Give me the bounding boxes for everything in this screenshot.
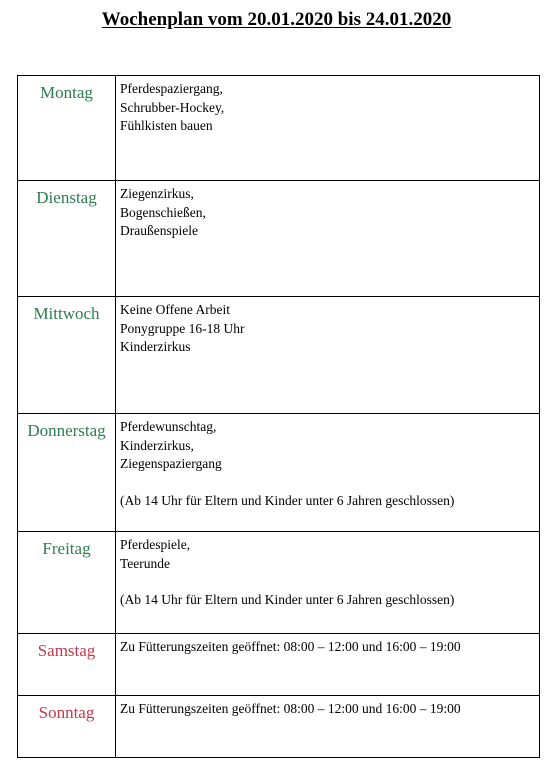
day-label-cell [18,634,116,696]
day-label-cell [18,76,116,181]
opening-hours-line: Zu Fütterungszeiten geöffnet: 08:00 – 12:00 und 16:00 – 19:00 [120,639,461,654]
activity-line: Teerunde [120,555,171,571]
day-name: Dienstag [36,188,97,207]
activities-cell [116,696,540,758]
day-name: Donnerstag [27,421,106,440]
activities-cell [116,181,540,297]
activity-line: Pferdewunschtag, [120,419,217,434]
activities-cell [116,532,540,634]
page-title: Wochenplan vom 20.01.2020 bis 24.01.2020 [101,9,452,30]
activity-line: Schrubber-Hockey, [120,99,225,115]
day-name: Mittwoch [33,304,100,323]
activities-cell [116,414,540,532]
activity-line: Fühlkisten bauen [120,118,213,133]
day-label-cell [18,297,116,414]
day-name: Montag [40,83,93,102]
activity-line: Ziegenspaziergang [120,456,222,471]
day-label-cell [18,696,116,758]
activity-line: Kinderzirkus, [120,437,194,453]
closing-note: (Ab 14 Uhr für Eltern und Kinder unter 6 Jahren geschlossen) [120,492,455,508]
activity-line: Pferdespaziergang, [120,81,223,96]
activities-cell [116,76,540,181]
schedule-row-friday [18,532,540,634]
activity-line: Ponygruppe 16-18 Uhr [120,320,245,336]
day-label-cell [18,181,116,297]
day-name: Samstag [37,641,96,660]
closing-note: (Ab 14 Uhr für Eltern und Kinder unter 6 Jahren geschlossen) [120,592,455,607]
activity-line: Ziegenzirkus, [120,186,194,201]
activity-line: Pferdespiele, [120,537,191,552]
activity-line: Bogenschießen, [120,204,206,220]
day-name: Freitag [42,539,91,558]
day-label-cell [18,414,116,532]
schedule-row-monday [18,76,540,181]
activity-line: Keine Offene Arbeit [120,302,230,317]
activity-line: Draußenspiele [120,223,198,238]
schedule-row-sunday [18,696,540,758]
weekly-schedule-table [17,75,540,758]
activities-cell [116,634,540,696]
schedule-row-tuesday [18,181,540,297]
day-name: Sonntag [38,703,95,722]
opening-hours-line: Zu Fütterungszeiten geöffnet: 08:00 – 12:00 und 16:00 – 19:00 [120,701,461,716]
day-label-cell [18,532,116,634]
schedule-row-thursday [18,414,540,532]
schedule-row-saturday [18,634,540,696]
schedule-row-wednesday [18,297,540,414]
activity-line: Kinderzirkus [120,339,191,354]
activities-cell [116,297,540,414]
